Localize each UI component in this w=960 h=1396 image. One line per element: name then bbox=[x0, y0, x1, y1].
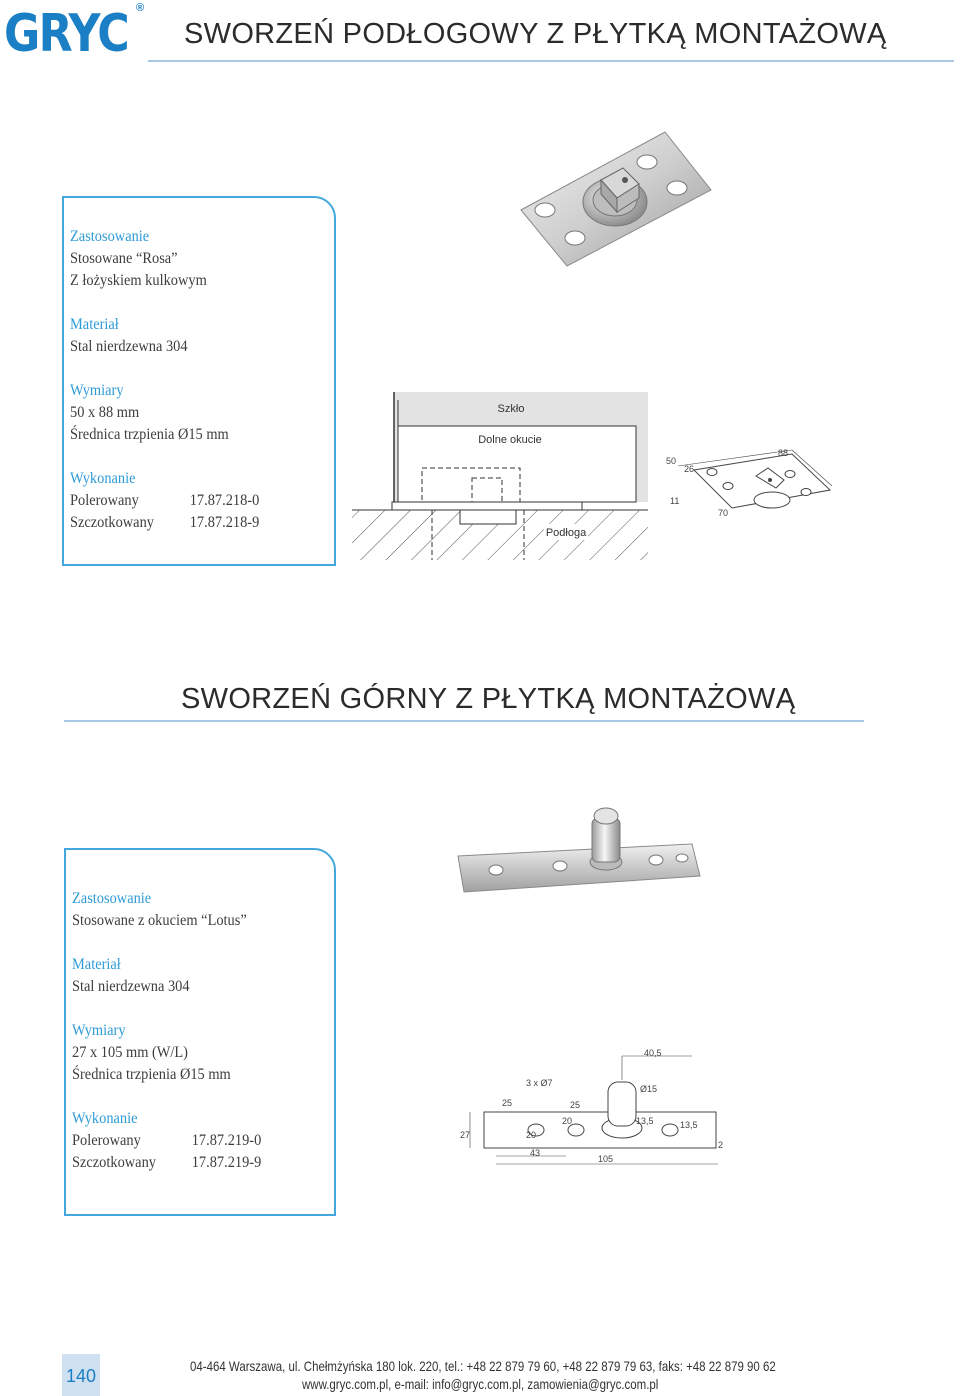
p1-finish-row-1 bbox=[70, 490, 259, 512]
p2-dim-13-5a: 13,5 bbox=[636, 1116, 654, 1126]
p2-dim-27: 27 bbox=[460, 1130, 471, 1140]
footer-contact: www.gryc.com.pl, e-mail: info@gryc.com.pl, zamowienia@gryc.com.pl bbox=[302, 1376, 659, 1392]
p2-zastosowanie-1: Stosowane z okuciem “Lotus” bbox=[72, 912, 247, 929]
footer-address: 04-464 Warszawa, ul. Chełmżyńska 180 lok. 220, tel.: +48 22 879 79 60, +48 22 879 79 63, faks: +48 22 879 90 62 bbox=[190, 1358, 776, 1374]
p2-zastosowanie-label: Zastosowanie bbox=[72, 890, 152, 907]
p1-wymiary-1: 50 x 88 mm bbox=[70, 404, 140, 421]
p2-material-label: Materiał bbox=[72, 956, 121, 973]
product2-dim-drawing bbox=[456, 1042, 736, 1172]
p2-wymiary-1: 27 x 105 mm (W/L) bbox=[72, 1044, 188, 1061]
p1-finish-row-2 bbox=[70, 512, 259, 534]
p1-zastosowanie-label: Zastosowanie bbox=[70, 228, 150, 245]
dim-88: 88 bbox=[778, 448, 789, 458]
product2-title-rule bbox=[64, 720, 864, 722]
p1-wykonanie-label: Wykonanie bbox=[70, 470, 136, 487]
p2-code-1: 17.87.219-0 bbox=[191, 1132, 262, 1149]
p1-zastosowanie-1: Stosowane “Rosa” bbox=[70, 250, 178, 267]
p1-material: Stal nierdzewna 304 bbox=[70, 338, 188, 355]
p2-finish-row-1 bbox=[72, 1130, 261, 1152]
product1-spec-card bbox=[62, 196, 336, 566]
product2-spec-card bbox=[64, 848, 336, 1216]
p2-wymiary-2: Średnica trzpienia Ø15 mm bbox=[72, 1066, 231, 1083]
p2-dim-13-5b: 13,5 bbox=[680, 1120, 698, 1130]
product2-title: SWORZEŃ GÓRNY Z PŁYTKĄ MONTAŻOWĄ bbox=[181, 683, 796, 715]
product1-photo bbox=[515, 128, 715, 268]
dim-50: 50 bbox=[666, 456, 677, 466]
product1-dim-drawing bbox=[664, 446, 844, 526]
header-rule bbox=[148, 60, 954, 62]
product1-install-diagram bbox=[352, 390, 652, 562]
p2-dim-40-5: 40,5 bbox=[644, 1048, 662, 1058]
p2-dim-2: 2 bbox=[718, 1140, 724, 1150]
label-dolne-okucie: Dolne okucie bbox=[478, 434, 542, 446]
p2-finish-row-2 bbox=[72, 1152, 261, 1174]
dim-70: 70 bbox=[718, 508, 729, 518]
p1-finish-1: Polerowany bbox=[70, 492, 139, 509]
p1-material-label: Materiał bbox=[70, 316, 119, 333]
p1-code-2: 17.87.218-9 bbox=[189, 514, 260, 531]
p2-wymiary-label: Wymiary bbox=[72, 1022, 126, 1039]
product1-title: SWORZEŃ PODŁOGOWY Z PŁYTKĄ MONTAŻOWĄ bbox=[184, 18, 887, 50]
gryc-logo: GRYC bbox=[4, 4, 128, 64]
p2-dim-25b: 25 bbox=[570, 1100, 581, 1110]
p2-code-2: 17.87.219-9 bbox=[191, 1154, 262, 1171]
p2-finish-2: Szczotkowany bbox=[72, 1154, 156, 1171]
p2-dim-25a: 25 bbox=[502, 1098, 513, 1108]
p1-code-1: 17.87.218-0 bbox=[189, 492, 260, 509]
p2-dim-43: 43 bbox=[530, 1148, 541, 1158]
p2-dim-20b: 20 bbox=[562, 1116, 573, 1126]
p2-dim-15: Ø15 bbox=[640, 1084, 658, 1094]
p2-wykonanie-label: Wykonanie bbox=[72, 1110, 138, 1127]
p2-material: Stal nierdzewna 304 bbox=[72, 978, 190, 995]
label-podloga: Podłoga bbox=[545, 527, 587, 539]
p1-wymiary-2: Średnica trzpienia Ø15 mm bbox=[70, 426, 229, 443]
p2-dim-3x7: 3 x Ø7 bbox=[526, 1078, 553, 1088]
dim-11: 11 bbox=[670, 496, 680, 506]
registered-mark: ® bbox=[136, 2, 145, 14]
label-szklo: Szkło bbox=[497, 403, 525, 415]
page-number: 140 bbox=[66, 1366, 97, 1386]
p2-dim-105: 105 bbox=[598, 1154, 614, 1164]
product2-photo bbox=[456, 800, 706, 896]
p2-finish-1: Polerowany bbox=[72, 1132, 141, 1149]
p1-wymiary-label: Wymiary bbox=[70, 382, 124, 399]
p2-dim-20a: 20 bbox=[526, 1130, 537, 1140]
p1-finish-2: Szczotkowany bbox=[70, 514, 154, 531]
p1-zastosowanie-2: Z łożyskiem kulkowym bbox=[70, 272, 207, 289]
dim-26: 26 bbox=[684, 464, 695, 474]
